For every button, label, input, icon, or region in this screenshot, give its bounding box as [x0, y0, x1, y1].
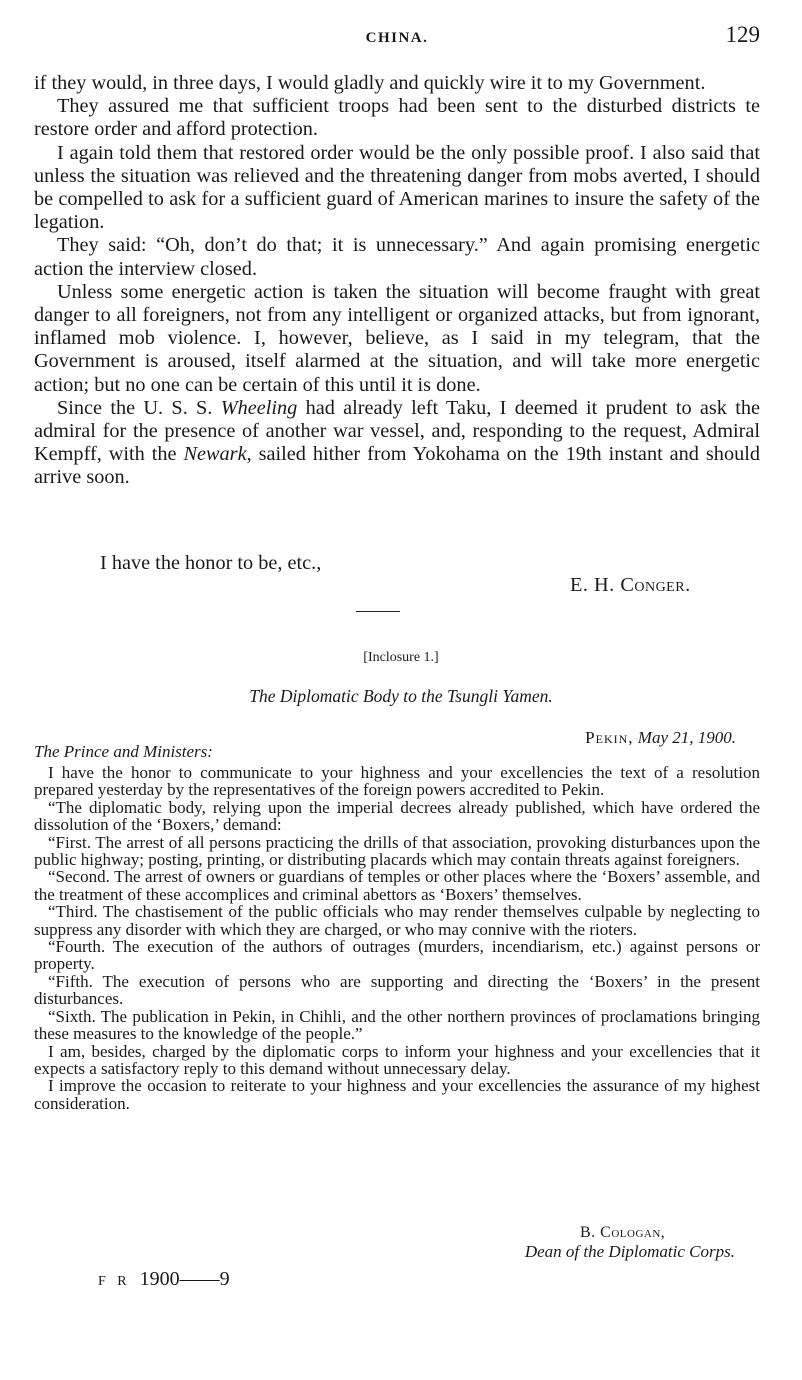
letter-paragraph: Unless some energetic action is taken the situation will become fraught with great danger to all foreigners, not from any intelligent or organized attacks, but from ignorant, inflamed mob violence. I, however, believe, as I said in my telegram, that the Government is aroused, itself alarmed at the situation, and will take more energetic action; but no one can be certain of this until it is done. — [34, 280, 760, 396]
inclosure-paragraph: “Third. The chastisement of the public officials who may render themselves culpable by neglecting to suppress any disorder with which they are charged, or who may connive with the rioters. — [34, 902, 760, 939]
letter-signature: E. H. Conger. — [570, 574, 691, 596]
section-divider — [356, 611, 400, 612]
letter-body — [34, 72, 760, 490]
inclosure-paragraph: “Sixth. The publication in Pekin, in Chihli, and the other northern provinces of proclamations bringing these measures to the knowledge of the people.” — [34, 1006, 760, 1044]
inclosure-paragraph: “Fourth. The execution of the authors of outrages (murders, incendiarism, etc.) against persons or property. — [34, 937, 760, 974]
inclosure-title: The Diplomatic Body to the Tsungli Yamen. — [249, 686, 553, 706]
page-header — [34, 22, 760, 52]
dateline — [585, 728, 736, 748]
ship-name: Wheeling — [220, 396, 298, 419]
signature-title: Dean of the Diplomatic Corps. — [524, 1242, 735, 1261]
page-number: 129 — [725, 22, 760, 47]
inclosure-paragraph: I improve the occasion to reiterate to your highness and your excellencies the assurance of my highest consideration. — [34, 1076, 760, 1113]
inclosure-paragraph: “First. The arrest of all persons practicing the drills of that association, provoking disturbances upon the public highway; posting, printing, or distributing placards which may contain threats against foreigners. — [34, 832, 760, 870]
text-run: Since the U. S. S. — [57, 396, 221, 419]
running-title: CHINA. — [365, 30, 429, 46]
inclosure-paragraph: “The diplomatic body, relying upon the imperial decrees already published, which have ordered the dissolution of the ‘Boxers,’ demand: — [34, 797, 760, 835]
inclosure-body — [34, 764, 760, 1112]
letter-paragraph: They assured me that sufficient troops had been sent to the disturbed districts te restore order and afford protection. — [34, 95, 760, 141]
inclosure-paragraph: I am, besides, charged by the diplomatic corps to inform your highness and your excellencies that it expects a satisfactory reply to this demand without unnecessary delay. — [34, 1041, 760, 1078]
inclosure-paragraph: “Second. The arrest of owners or guardians of temples or other places where the ‘Boxers’ assemble, and the treatment of these accomplices and criminal abettors as ‘Boxers’ themselves. — [34, 867, 760, 904]
inclosure-signature: B. Cologan, — [580, 1224, 666, 1241]
inclosure-label: [Inclosure 1.] — [363, 650, 439, 665]
salutation: The Prince and Ministers: — [34, 742, 213, 761]
inclosure-paragraph: “Fifth. The execution of persons who are supporting and directing the ‘Boxers’ in the present disturbances. — [34, 971, 760, 1009]
text-run: , sailed hither from Yokohama on the 19th instant and should arrive soon. — [34, 443, 760, 489]
letter-paragraph: They said: “Oh, don’t do that; it is unnecessary.” And again promising energetic action the interview closed. — [34, 234, 760, 280]
letter-paragraph-ships — [34, 397, 760, 490]
letter-paragraph: I again told them that restored order would be the only possible proof. I also said that unless the situation was relieved and the threatening danger from mobs averted, I should be compelled to ask for a sufficient guard of American marines to insure the safety of the legation. — [34, 141, 760, 234]
sheet-number: 1900——9 — [139, 1268, 230, 1290]
letter-paragraph: if they would, in three days, I would gladly and quickly wire it to my Government. — [34, 72, 706, 94]
dateline-place: Pekin, — [585, 728, 634, 747]
printer-signature-mark — [98, 1268, 230, 1291]
ship-name: Newark — [183, 443, 247, 466]
inclosure-paragraph: I have the honor to communicate to your highness and your excellencies the text of a resolution prepared yesterday by the representatives of the foreign powers accredited to Pekin. — [34, 763, 760, 800]
letter-closing: I have the honor to be, etc., — [100, 552, 322, 574]
dateline-date: May 21, 1900. — [637, 728, 736, 747]
signature-letters: F R — [98, 1274, 131, 1289]
text-run: had already left Taku, I deemed it prudent to ask the admiral for the presence of another war vessel, and, responding to the request, Admiral Kempff, with the — [34, 396, 760, 466]
